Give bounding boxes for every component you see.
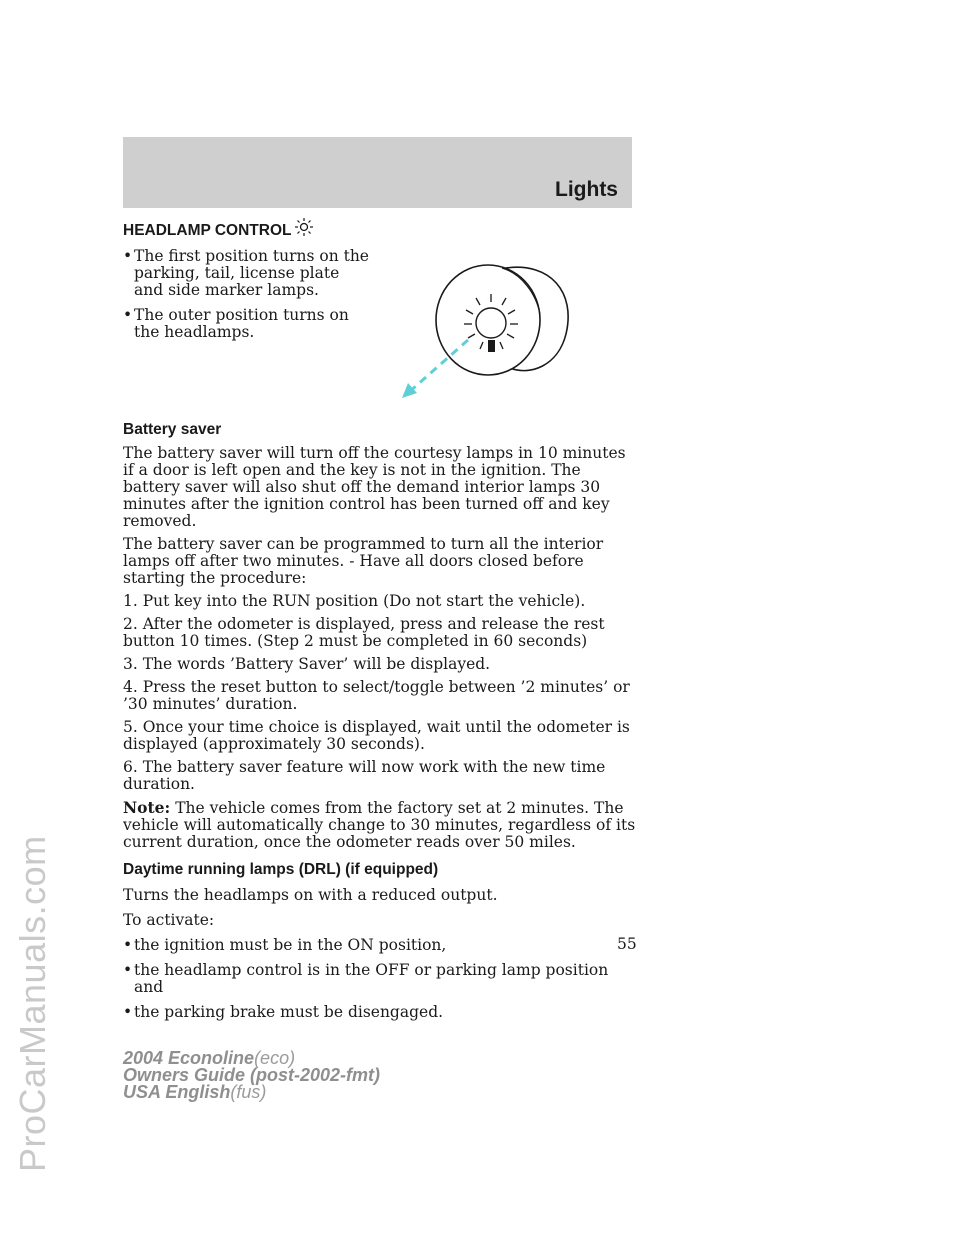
battery-saver-step-6: 6. The battery saver feature will now work with the new time duration.	[123, 758, 606, 793]
footer-model-code: (eco)	[254, 1048, 296, 1068]
drl-para-2: To activate:	[123, 911, 215, 929]
note-text: The vehicle comes from the factory set at 2 minutes. The vehicle will automatically change to 30 minutes, regardless of its current duration, once the odometer reads over 50 miles.	[123, 799, 636, 851]
battery-saver-heading: Battery saver	[123, 421, 222, 438]
list-item	[123, 1004, 638, 1021]
battery-saver-step-3: 3. The words ’Battery Saver’ will be displayed.	[123, 655, 491, 673]
headlamp-heading: HEADLAMP CONTROL	[123, 222, 292, 239]
headlamp-bullet-1: The first position turns on the parking, tail, license plate and side marker lamps.	[134, 247, 369, 299]
headlamp-sun-icon	[293, 216, 315, 238]
battery-saver-step-4: 4. Press the reset button to select/toggle between ’2 minutes’ or ’30 minutes’ duration.	[123, 678, 630, 713]
drl-bullet-2: the headlamp control is in the OFF or parking lamp position and	[134, 961, 609, 996]
battery-saver-note	[123, 799, 638, 851]
bullet-dot: •	[123, 961, 133, 979]
drl-bullet-1: the ignition must be in the ON position,	[134, 936, 447, 954]
battery-saver-para-1: The battery saver will turn off the courtesy lamps in 10 minutes if a door is left open and the key is not in the ignition. The battery saver will also shut off the demand interior lamps 30 minutes after the ignition control has been turned off and key removed.	[123, 444, 626, 530]
footer-language: USA English	[123, 1082, 231, 1102]
section-title: Lights	[555, 178, 618, 201]
list-item	[123, 962, 638, 996]
section-header	[123, 137, 632, 208]
bullet-dot: •	[123, 247, 133, 265]
battery-saver-step-2: 2. After the odometer is displayed, press and release the rest button 10 times. (Step 2 must be completed in 60 seconds)	[123, 615, 605, 650]
footer-guide: Owners Guide (post-2002-fmt)	[123, 1065, 381, 1085]
footer-language-code: (fus)	[230, 1082, 267, 1102]
page-content	[123, 222, 638, 1021]
battery-saver-step-5: 5. Once your time choice is displayed, wait until the odometer is displayed (approximately 30 seconds).	[123, 718, 630, 753]
list-item	[123, 937, 638, 954]
footer-model: 2004 Econoline	[123, 1048, 255, 1068]
headlamp-bullet-2: The outer position turns on the headlamps.	[134, 306, 349, 341]
page-number: 55	[617, 935, 637, 953]
document-footer	[123, 1050, 380, 1101]
drl-bullet-3: the parking brake must be disengaged.	[134, 1003, 444, 1021]
bullet-dot: •	[123, 306, 133, 324]
bullet-dot: •	[123, 936, 133, 954]
note-label: Note:	[123, 798, 171, 817]
drl-heading: Daytime running lamps (DRL) (if equipped)	[123, 861, 439, 878]
battery-saver-step-1: 1. Put key into the RUN position (Do not start the vehicle).	[123, 592, 586, 610]
list-item	[123, 248, 373, 299]
watermark-text: ProCarManuals.com	[12, 835, 53, 1172]
battery-saver-para-2: The battery saver can be programmed to turn all the interior lamps off after two minutes. - Have all doors closed before starting the procedure:	[123, 535, 604, 587]
list-item	[123, 307, 373, 341]
drl-para-1: Turns the headlamps on with a reduced output.	[123, 886, 498, 904]
bullet-dot: •	[123, 1003, 133, 1021]
